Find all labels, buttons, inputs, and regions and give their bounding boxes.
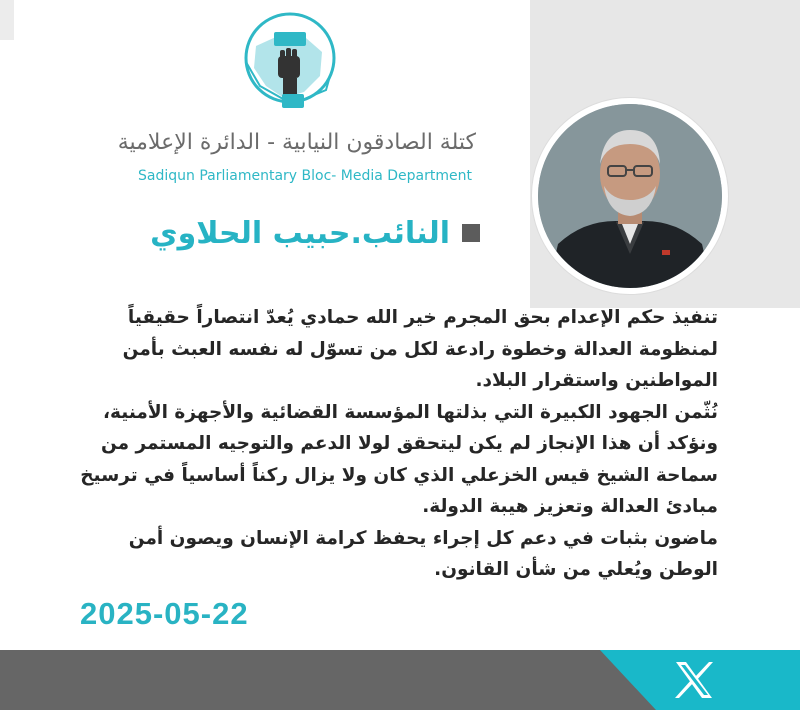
mp-name: النائب.حبيب الحلاوي (150, 215, 450, 251)
statement-paragraph: ماضون بثبات في دعم كل إجراء يحفظ كرامة الإنسان ويصون أمن الوطن ويُعلي من شأن القانون. (128, 527, 718, 580)
statement-text (78, 302, 718, 586)
mp-portrait (532, 98, 728, 294)
statement-paragraph: تنفيذ حكم الإعدام بحق المجرم خير الله حمادي يُعدّ انتصاراً حقيقياً لمنظومة العدالة وخطوة رادعة لكل من تسوّل له نفسه العبث بأمن المواطنين واستقرار البلاد. (122, 307, 718, 391)
organization-name-arabic: كتلة الصادقون النيابية - الدائرة الإعلامية (117, 130, 476, 155)
square-bullet-icon (462, 224, 480, 242)
bloc-logo (226, 6, 354, 114)
statement-paragraph: نُثّمن الجهود الكبيرة التي بذلتها المؤسسة القضائية والأجهزة الأمنية، ونؤكد أن هذا الإنجاز لم يكن ليتحقق لولا الدعم والتوجيه المستمر من سماحة الشيخ قيس الخزعلي الذي كان ولا يزال ركناً أساسياً في ترسيخ مبادئ العدالة وتعزيز هيبة الدولة. (80, 401, 718, 517)
statement-date: 2025-05-22 (80, 596, 249, 631)
corner-decoration (0, 0, 14, 40)
mp-name-row (150, 210, 480, 256)
portrait-image (538, 104, 722, 288)
fist-iraq-map-logo-icon (226, 6, 354, 114)
organization-name-english: Sadiqun Parliamentary Bloc- Media Department (138, 168, 472, 184)
x-logo-icon[interactable] (672, 658, 716, 702)
